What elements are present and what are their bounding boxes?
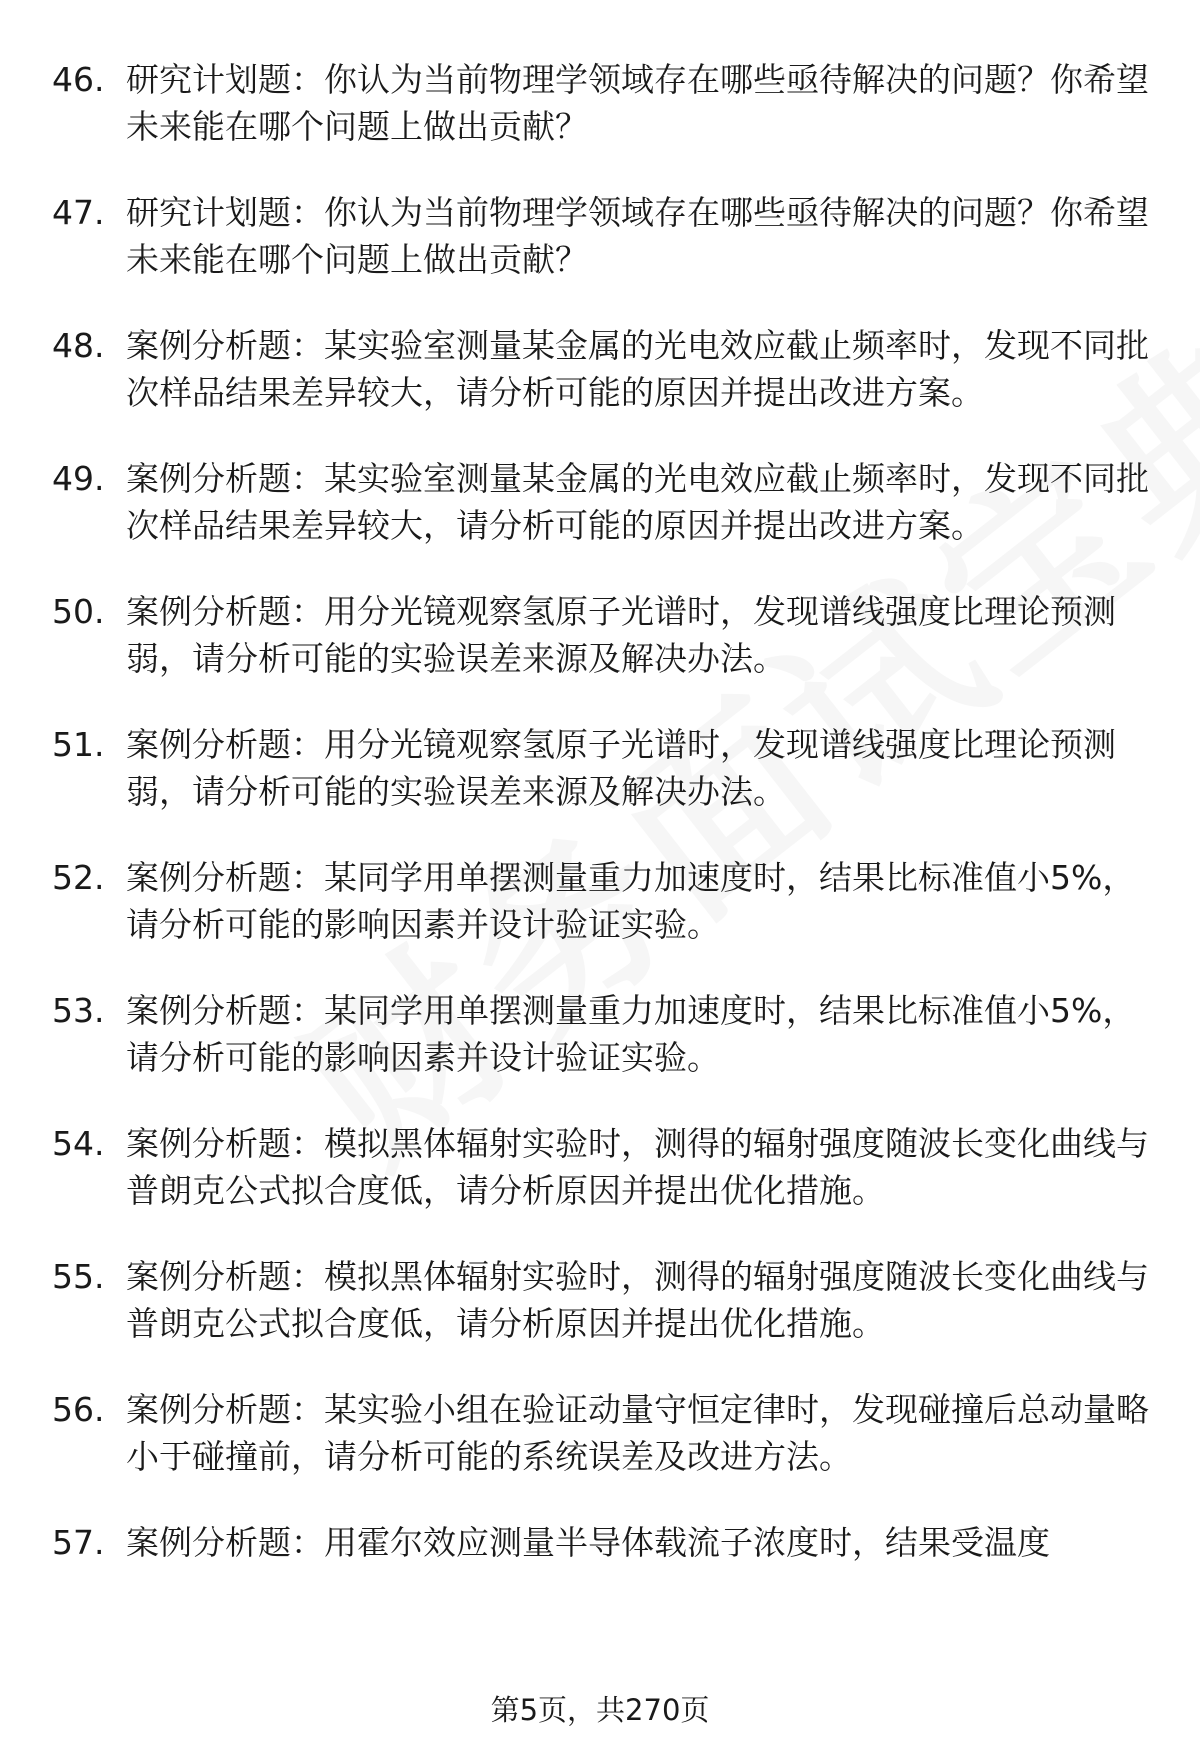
question-number: 55. — [52, 1257, 105, 1296]
list-item — [52, 987, 1152, 1081]
list-item — [52, 322, 1152, 416]
question-list — [52, 56, 1152, 1566]
question-number: 54. — [52, 1124, 105, 1163]
list-item — [52, 1120, 1152, 1214]
question-number: 56. — [52, 1390, 105, 1429]
question-text: 案例分析题：某同学用单摆测量重力加速度时，结果比标准值小5%，请分析可能的影响因素并设计验证实验。 — [126, 858, 1136, 944]
question-text: 案例分析题：某实验室测量某金属的光电效应截止频率时，发现不同批次样品结果差异较大，请分析可能的原因并提出改进方案。 — [126, 459, 1149, 545]
page-footer: 第5页，共270页 — [490, 1693, 710, 1727]
question-number: 49. — [52, 459, 105, 498]
question-number: 53. — [52, 991, 105, 1030]
list-item — [52, 588, 1152, 682]
question-text: 案例分析题：模拟黑体辐射实验时，测得的辐射强度随波长变化曲线与普朗克公式拟合度低，请分析原因并提出优化措施。 — [126, 1257, 1149, 1343]
question-number: 50. — [52, 592, 105, 631]
list-item — [52, 1253, 1152, 1347]
question-number: 52. — [52, 858, 105, 897]
list-item — [52, 854, 1152, 948]
list-item — [52, 1519, 1152, 1566]
list-item — [52, 455, 1152, 549]
question-number: 57. — [52, 1523, 105, 1562]
question-text: 案例分析题：某实验小组在验证动量守恒定律时，发现碰撞后总动量略小于碰撞前，请分析可能的系统误差及改进方法。 — [126, 1390, 1149, 1476]
question-number: 47. — [52, 193, 105, 232]
question-text: 案例分析题：用分光镜观察氢原子光谱时，发现谱线强度比理论预测弱，请分析可能的实验误差来源及解决办法。 — [126, 592, 1116, 678]
question-number: 46. — [52, 60, 105, 99]
question-number: 51. — [52, 725, 105, 764]
list-item — [52, 1386, 1152, 1480]
question-text: 案例分析题：某同学用单摆测量重力加速度时，结果比标准值小5%，请分析可能的影响因素并设计验证实验。 — [126, 991, 1136, 1077]
question-text: 案例分析题：用分光镜观察氢原子光谱时，发现谱线强度比理论预测弱，请分析可能的实验误差来源及解决办法。 — [126, 725, 1116, 811]
list-item — [52, 56, 1152, 150]
question-text: 案例分析题：模拟黑体辐射实验时，测得的辐射强度随波长变化曲线与普朗克公式拟合度低，请分析原因并提出优化措施。 — [126, 1124, 1149, 1210]
question-text: 案例分析题：用霍尔效应测量半导体载流子浓度时，结果受温度 — [126, 1523, 1050, 1562]
question-text: 研究计划题：你认为当前物理学领域存在哪些亟待解决的问题？你希望未来能在哪个问题上做出贡献？ — [126, 193, 1149, 279]
question-text: 案例分析题：某实验室测量某金属的光电效应截止频率时，发现不同批次样品结果差异较大，请分析可能的原因并提出改进方案。 — [126, 326, 1149, 412]
list-item — [52, 189, 1152, 283]
list-item — [52, 721, 1152, 815]
question-number: 48. — [52, 326, 105, 365]
question-text: 研究计划题：你认为当前物理学领域存在哪些亟待解决的问题？你希望未来能在哪个问题上做出贡献？ — [126, 60, 1149, 146]
